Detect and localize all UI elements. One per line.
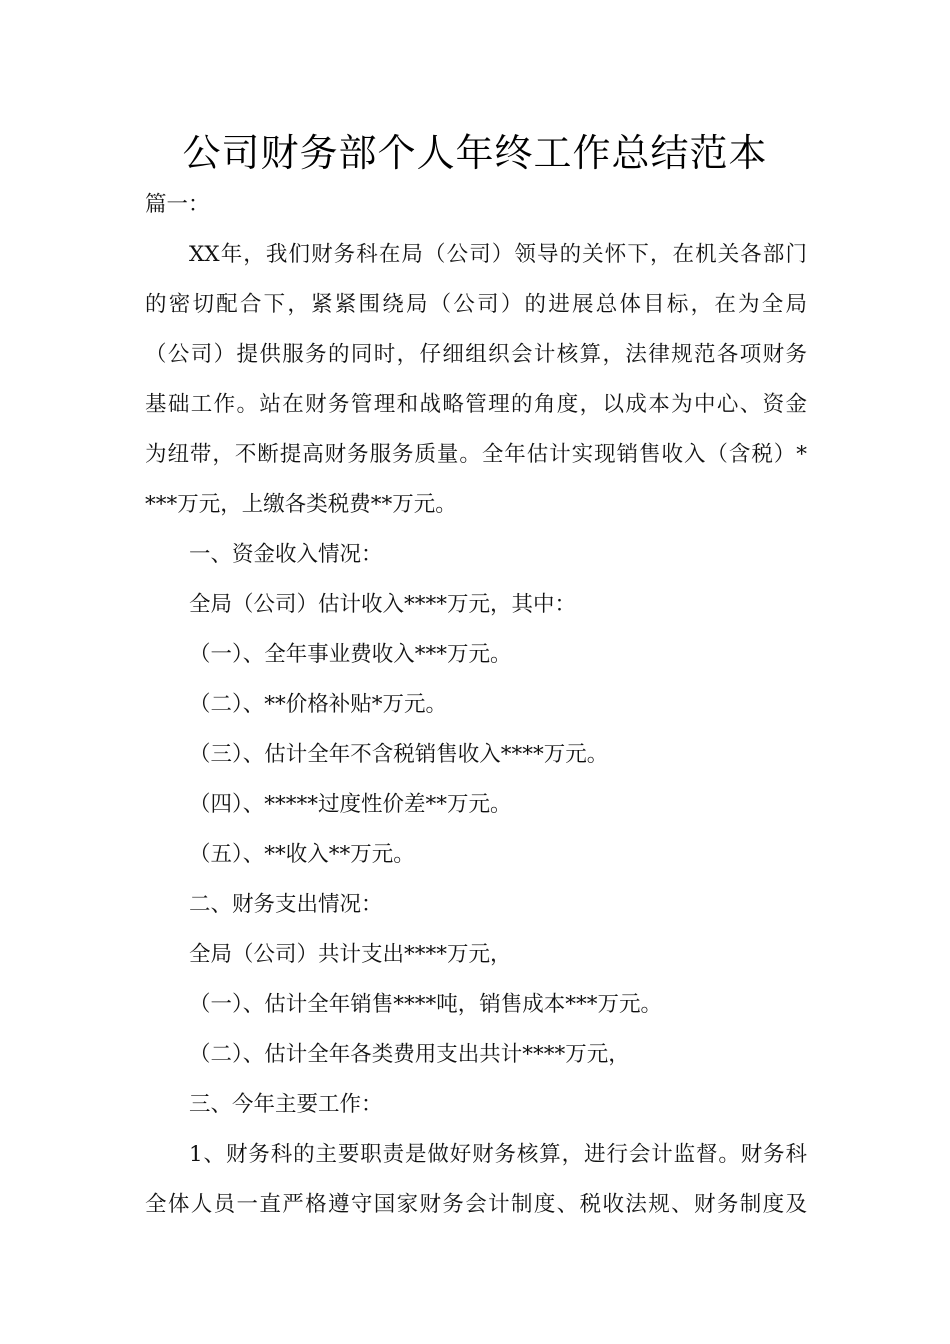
paragraph-line: 的密切配合下，紧紧围绕局（公司）的进展总体目标，在为全局 <box>145 292 807 317</box>
paragraph-line: 1、财务科的主要职责是做好财务核算，进行会计监督。财务科 <box>189 1142 807 1167</box>
paragraph-line: 为纽带，不断提高财务服务质量。全年估计实现销售收入（含税）* <box>145 442 807 467</box>
section-label: 篇一： <box>145 192 210 217</box>
paragraph-line: XX年，我们财务科在局（公司）领导的关怀下，在机关各部门 <box>189 242 807 267</box>
list-item: （五）、**收入**万元。 <box>189 842 415 867</box>
paragraph-line: 全局（公司）估计收入****万元，其中： <box>189 592 577 617</box>
paragraph-line: （公司）提供服务的同时，仔细组织会计核算，法律规范各项财务 <box>145 342 807 367</box>
paragraph-line: 全局（公司）共计支出****万元， <box>189 942 512 967</box>
paragraph-line: ***万元，上缴各类税费**万元。 <box>145 492 457 517</box>
list-item: （一）、全年事业费收入***万元。 <box>189 642 512 667</box>
paragraph-line: 全体人员一直严格遵守国家财务会计制度、税收法规、财务制度及 <box>145 1192 807 1217</box>
list-item: （一）、估计全年销售****吨，销售成本***万元。 <box>189 992 663 1017</box>
section-heading: 一、资金收入情况： <box>189 542 383 567</box>
list-item: （二）、估计全年各类费用支出共计****万元， <box>189 1042 630 1067</box>
list-item: （四）、*****过度性价差**万元。 <box>189 792 512 817</box>
paragraph-line: 基础工作。站在财务管理和战略管理的角度，以成本为中心、资金 <box>145 392 807 417</box>
list-item: （二）、**价格补贴*万元。 <box>189 692 448 717</box>
document-title: 公司财务部个人年终工作总结范本 <box>182 131 768 175</box>
list-item: （三）、估计全年不含税销售收入****万元。 <box>189 742 609 767</box>
document-body <box>145 180 807 1230</box>
section-heading: 二、财务支出情况： <box>189 892 383 917</box>
section-heading: 三、今年主要工作： <box>189 1092 383 1117</box>
